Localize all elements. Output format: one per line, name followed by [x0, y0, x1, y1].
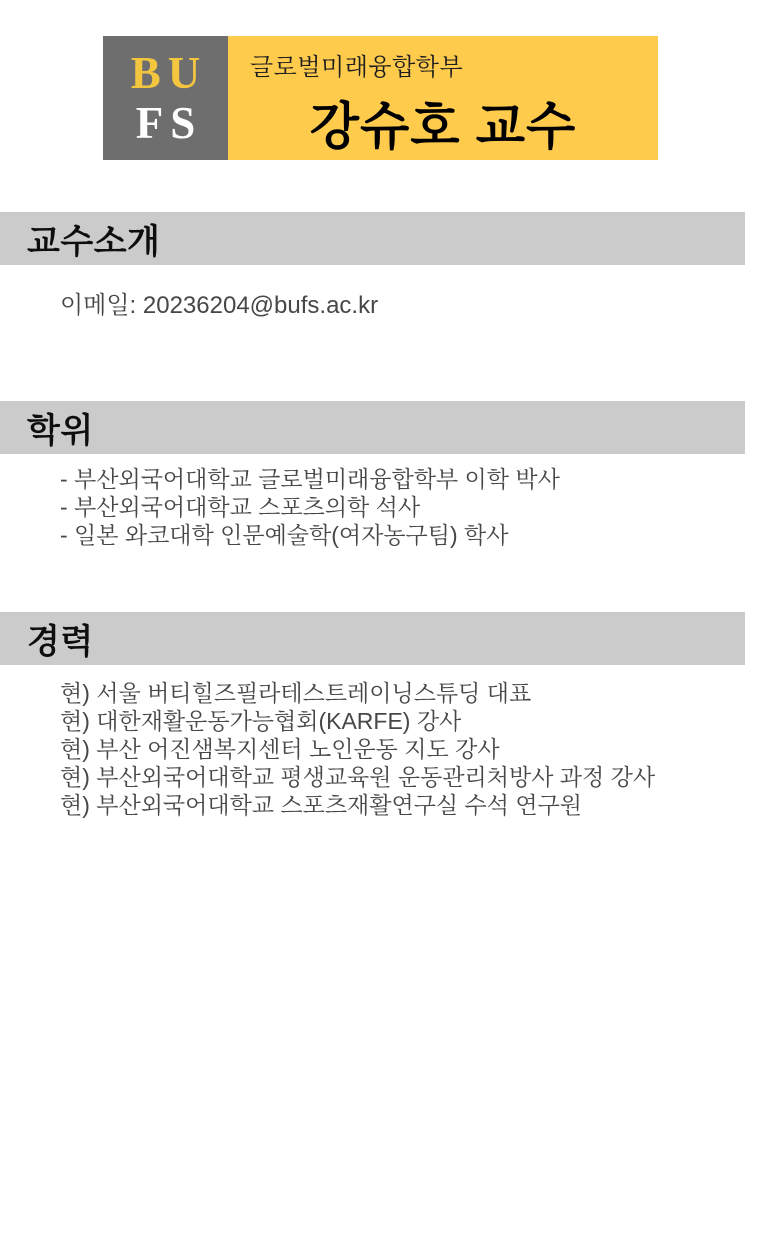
- career-list: [60, 679, 760, 819]
- logo-text-bu: BU: [130, 48, 208, 98]
- degree-item: - 부산외국어대학교 스포츠의학 석사: [60, 494, 421, 520]
- department-label: 글로벌미래융합학부: [250, 54, 464, 81]
- degree-item: - 일본 와코대학 인문예술학(여자농구팀) 학사: [60, 522, 509, 548]
- section-header-career: [0, 612, 745, 665]
- degree-list: [60, 465, 760, 549]
- profile-header: [103, 36, 658, 160]
- degree-item: - 부산외국어대학교 글로벌미래융합학부 이학 박사: [60, 466, 560, 492]
- email-line: 이메일: 20236204@bufs.ac.kr: [60, 292, 379, 319]
- logo-text-fs: FS: [135, 98, 203, 148]
- section-title-intro: 교수소개: [27, 223, 161, 261]
- career-item: 현) 대한재활운동가능협회(KARFE) 강사: [60, 708, 462, 734]
- career-item: 현) 부산 어진샘복지센터 노인운동 지도 강사: [60, 736, 500, 762]
- career-item: 현) 부산외국어대학교 평생교육원 운동관리처방사 과정 강사: [60, 764, 656, 790]
- section-title-career: 경력: [27, 623, 94, 661]
- career-item: 현) 부산외국어대학교 스포츠재활연구실 수석 연구원: [60, 792, 583, 818]
- title-banner: [228, 36, 658, 160]
- bufs-logo: [103, 36, 228, 160]
- section-header-degrees: [0, 401, 745, 454]
- career-item: 현) 서울 버티힐즈필라테스트레이닝스튜딩 대표: [60, 680, 532, 706]
- professor-name: 강슈호 교수: [309, 98, 577, 155]
- section-title-degrees: 학위: [27, 412, 94, 450]
- section-header-intro: [0, 212, 745, 265]
